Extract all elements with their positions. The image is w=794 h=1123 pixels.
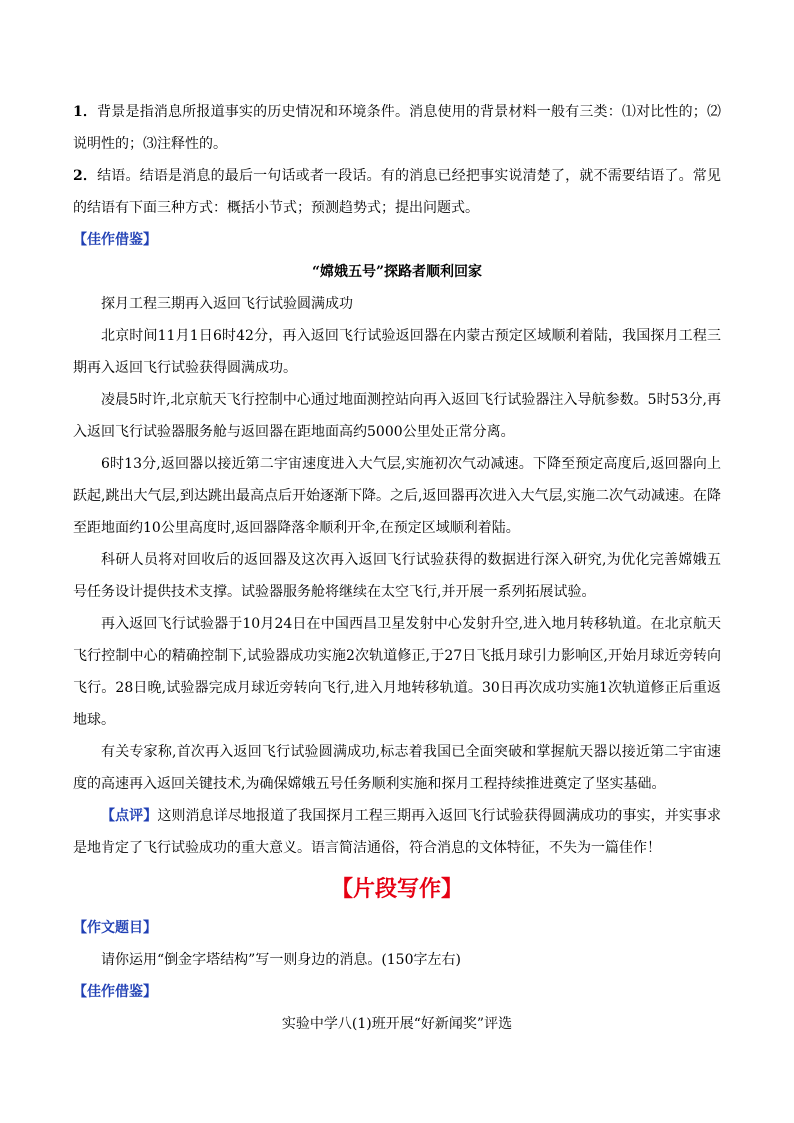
article-paragraph: 科研人员将对回收后的返回器及这次再入返回飞行试验获得的数据进行深入研究,为优化完善嫦娥五号任务设计提供技术支撑。试验器服务舱将继续在太空飞行,并开展一系列拓展试验。 [73,552,721,600]
article-paragraph: 再入返回飞行试验器于10月24日在中国西昌卫星发射中心发射升空,进入地月转移轨道。在北京航天飞行控制中心的精确控制下,试验器成功实施2次轨道修正,于27日飞抵月球引力影响区,开始月球近旁转向飞行。28日晚,试验器完成月球近旁转向飞行,进入月地转移轨道。30日再次成功实施1次轨道修正后重返地球。 [73,616,721,728]
topic-text: 请你运用“倒金字塔结构”写一则身边的消息。(150字左右) [101,952,461,968]
example-title: 实验中学八(1)班开展“好新闻奖”评选 [281,1016,513,1032]
article-paragraph: 有关专家称,首次再入返回飞行试验圆满成功,标志着我国已全面突破和掌握航天器以接近第二宇宙速度的高速再入返回关键技术,为确保嫦娥五号任务顺利实施和探月工程持续推进奠定了坚实基础。 [73,744,721,792]
item-number: 1． [73,104,98,120]
document-page [73,96,721,1040]
article-subtitle: 探月工程三期再入返回飞行试验圆满成功 [101,296,353,312]
comment-tag: 【点评】 [101,808,158,824]
example-tag-2: 【佳作借鉴】 [73,984,157,1000]
item-number: 2． [73,168,98,184]
item-text: 背景是指消息所报道事实的历史情况和环境条件。消息使用的背景材料一般有三类：⑴对比性的；⑵说明性的；⑶注释性的。 [73,104,721,152]
section-heading: 【片段写作】 [330,877,463,902]
item-text: 结语。结语是消息的最后一句话或者一段话。有的消息已经把事实说清楚了，就不需要结语了。常见的结语有下面三种方式：概括小节式；预测趋势式；提出问题式。 [73,168,721,216]
comment-text: 这则消息详尽地报道了我国探月工程三期再入返回飞行试验获得圆满成功的事实，并实事求是地肯定了飞行试验成功的重大意义。语言简洁通俗，符合消息的文体特征，不失为一篇佳作！ [73,808,722,856]
article-paragraph: 北京时间11月1日6时42分，再入返回飞行试验返回器在内蒙古预定区域顺利着陆，我国探月工程三期再入返回飞行试验获得圆满成功。 [73,328,721,376]
example-tag: 【佳作借鉴】 [73,232,157,248]
article-paragraph: 凌晨5时许,北京航天飞行控制中心通过地面测控站向再入返回飞行试验器注入导航参数。5时53分,再入返回飞行试验器服务舱与返回器在距地面高约5000公里处正常分离。 [73,392,721,440]
topic-tag: 【作文题目】 [73,920,157,936]
intro-item-2 [73,160,721,224]
comment-paragraph [73,800,721,864]
intro-item-1 [73,96,721,160]
article-paragraph: 6时13分,返回器以接近第二宇宙速度进入大气层,实施初次气动减速。下降至预定高度后,返回器向上跃起,跳出大气层,到达跳出最高点后开始逐渐下降。之后,返回器再次进入大气层,实施二次气动减速。在降至距地面约10公里高度时,返回器降落伞顺利开伞,在预定区域顺利着陆。 [73,456,721,536]
article-title: “嫦娥五号”探路者顺利回家 [311,264,483,280]
